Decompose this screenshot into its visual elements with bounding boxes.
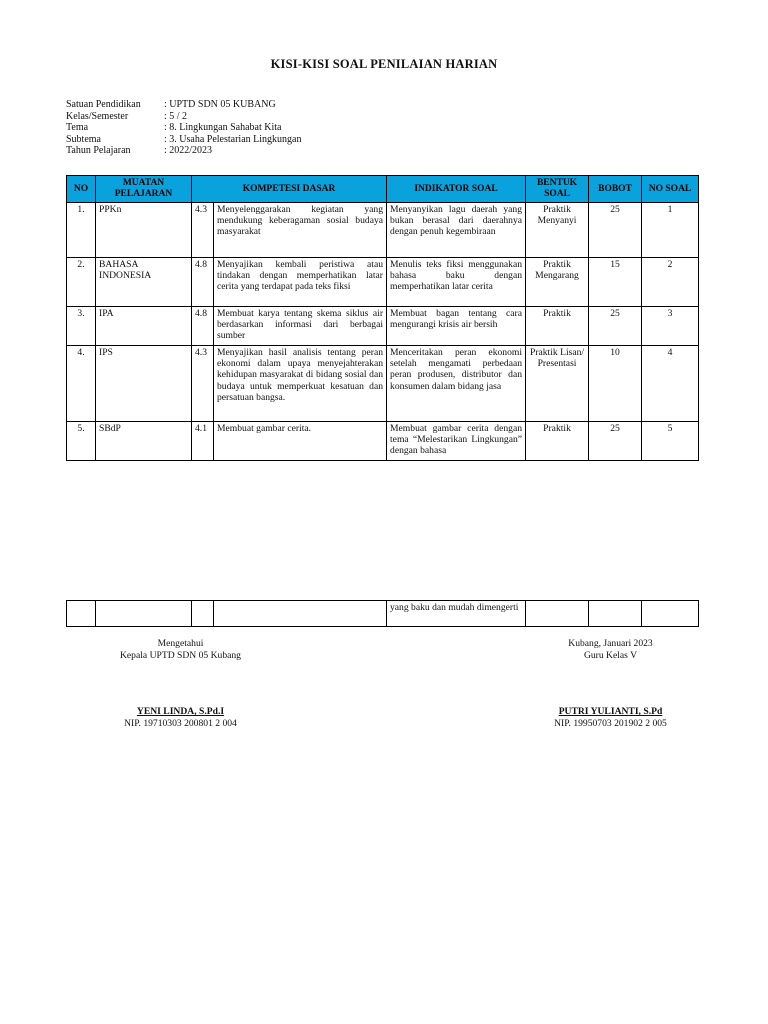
info-label: Kelas/Semester	[66, 110, 129, 122]
cell-kd-no: 4.1	[192, 422, 214, 461]
cell-kd-no: 4.3	[192, 346, 214, 422]
cell-indikator: yang baku dan mudah dimengerti	[387, 601, 526, 627]
cell-kd: Menyelenggarakan kegiatan yang mendukung keberagaman sosial budaya masyarakat	[214, 203, 387, 258]
signature-left-name: YENI LINDA, S.Pd.I	[136, 706, 225, 717]
header-nosoal: NO SOAL	[642, 176, 699, 203]
cell-kd-no	[192, 601, 214, 627]
identity-block	[66, 99, 301, 157]
header-bentuk: BENTUK SOAL	[526, 176, 589, 203]
info-value: : 2022/2023	[164, 145, 213, 156]
header-kompetensi: KOMPETESI DASAR	[192, 176, 387, 203]
table-row	[67, 601, 699, 627]
cell-indikator: Membuat gambar cerita dengan tema “Melestarikan Lingkungan” dengan bahasa	[387, 422, 526, 461]
cell-muatan	[96, 601, 192, 627]
cell-nosoal: 5	[642, 422, 699, 461]
cell-bobot: 10	[589, 346, 642, 422]
cell-no: 2.	[67, 258, 96, 307]
cell-no: 5.	[67, 422, 96, 461]
header-indikator: INDIKATOR SOAL	[387, 176, 526, 203]
info-value: : 8. Lingkungan Sahabat Kita	[164, 122, 282, 133]
info-label: Subtema	[66, 133, 101, 145]
cell-nosoal: 3	[642, 307, 699, 346]
signature-space	[528, 662, 693, 706]
cell-indikator: Membuat bagan tentang cara mengurangi krisis air bersih	[387, 307, 526, 346]
signature-left	[98, 638, 263, 730]
cell-muatan: IPS	[96, 346, 192, 422]
cell-nosoal: 4	[642, 346, 699, 422]
cell-bentuk: Praktik	[526, 307, 589, 346]
cell-kd	[214, 601, 387, 627]
document-title: KISI-KISI SOAL PENILAIAN HARIAN	[270, 57, 498, 71]
info-row-satuan	[66, 99, 301, 111]
info-value: : 3. Usaha Pelestarian Lingkungan	[164, 133, 302, 145]
header-no: NO	[67, 176, 96, 203]
signature-right-line2: Guru Kelas V	[583, 650, 638, 661]
signature-left-nip: NIP. 19710303 200801 2 004	[124, 718, 237, 729]
info-value: : UPTD SDN 05 KUBANG	[164, 99, 276, 110]
cell-bentuk: Praktik	[526, 422, 589, 461]
table-row	[67, 203, 699, 258]
info-row-tema	[66, 122, 301, 134]
signature-left-line2: Kepala UPTD SDN 05 Kubang	[120, 650, 241, 661]
cell-bobot: 15	[589, 258, 642, 307]
cell-kd: Menyajikan hasil analisis tentang peran ekonomi dalam upaya menyejahterakan kehidupan masyarakat di bidang sosial dan budaya untuk memperkuat kesatuan dan persatuan bangsa.	[214, 346, 387, 422]
cell-bobot	[589, 601, 642, 627]
cell-nosoal	[642, 601, 699, 627]
info-label: Tema	[66, 122, 89, 133]
signature-right-name: PUTRI YULIANTI, S.Pd	[558, 706, 663, 717]
table-row	[67, 307, 699, 346]
cell-muatan: BAHASA INDONESIA	[96, 258, 192, 307]
cell-indikator: Menyanyikan lagu daerah yang bukan berasal dari daerahnya dengan penuh kegembiraan	[387, 203, 526, 258]
info-label: Satuan Pendidikan	[66, 99, 141, 110]
signature-left-line1: Mengetahui	[157, 638, 204, 649]
cell-muatan: PPKn	[96, 203, 192, 258]
table-row	[67, 346, 699, 422]
table-header-row	[67, 176, 699, 203]
cell-bobot: 25	[589, 307, 642, 346]
header-muatan: MUATAN PELAJARAN	[96, 176, 192, 203]
cell-kd-no: 4.8	[192, 307, 214, 346]
cell-indikator: Menceritakan peran ekonomi setelah mengamati perbedaan peran produsen, distributor dan konsumen dalam bidang jasa	[387, 346, 526, 422]
table-row	[67, 422, 699, 461]
cell-muatan: SBdP	[96, 422, 192, 461]
cell-muatan: IPA	[96, 307, 192, 346]
info-label: Tahun Pelajaran	[66, 145, 131, 156]
cell-kd: Membuat gambar cerita.	[214, 422, 387, 461]
cell-indikator: Menulis teks fiksi menggunakan bahasa baku dengan memperhatikan latar cerita	[387, 258, 526, 307]
cell-no: 3.	[67, 307, 96, 346]
info-row-kelas	[66, 111, 301, 123]
cell-kd: Menyajikan kembali peristiwa atau tindakan dengan memperhatikan latar cerita yang terdapat pada teks fiksi	[214, 258, 387, 307]
cell-nosoal: 1	[642, 203, 699, 258]
cell-bentuk: Praktik Menyanyi	[526, 203, 589, 258]
header-bobot: BOBOT	[589, 176, 642, 203]
info-row-subtema	[66, 134, 301, 146]
info-value: : 5 / 2	[164, 110, 188, 122]
signature-right	[528, 638, 693, 730]
table-row	[67, 258, 699, 307]
signature-right-line1: Kubang, Januari 2023	[568, 638, 653, 649]
cell-bentuk	[526, 601, 589, 627]
cell-no: 1.	[67, 203, 96, 258]
signature-space	[98, 662, 263, 706]
kisi-kisi-table	[66, 175, 699, 461]
info-row-tahun	[66, 145, 301, 157]
cell-no: 4.	[67, 346, 96, 422]
cell-bentuk: Praktik Mengarang	[526, 258, 589, 307]
cell-no	[67, 601, 96, 627]
cell-bentuk: Praktik Lisan/ Presentasi	[526, 346, 589, 422]
cell-bobot: 25	[589, 203, 642, 258]
cell-kd-no: 4.3	[192, 203, 214, 258]
signature-right-nip: NIP. 19950703 201902 2 005	[554, 718, 667, 729]
cell-bobot: 25	[589, 422, 642, 461]
cell-kd: Membuat karya tentang skema siklus air berdasarkan informasi dari berbagai sumber	[214, 307, 387, 346]
cell-kd-no: 4.8	[192, 258, 214, 307]
table-continuation	[66, 600, 699, 627]
cell-nosoal: 2	[642, 258, 699, 307]
